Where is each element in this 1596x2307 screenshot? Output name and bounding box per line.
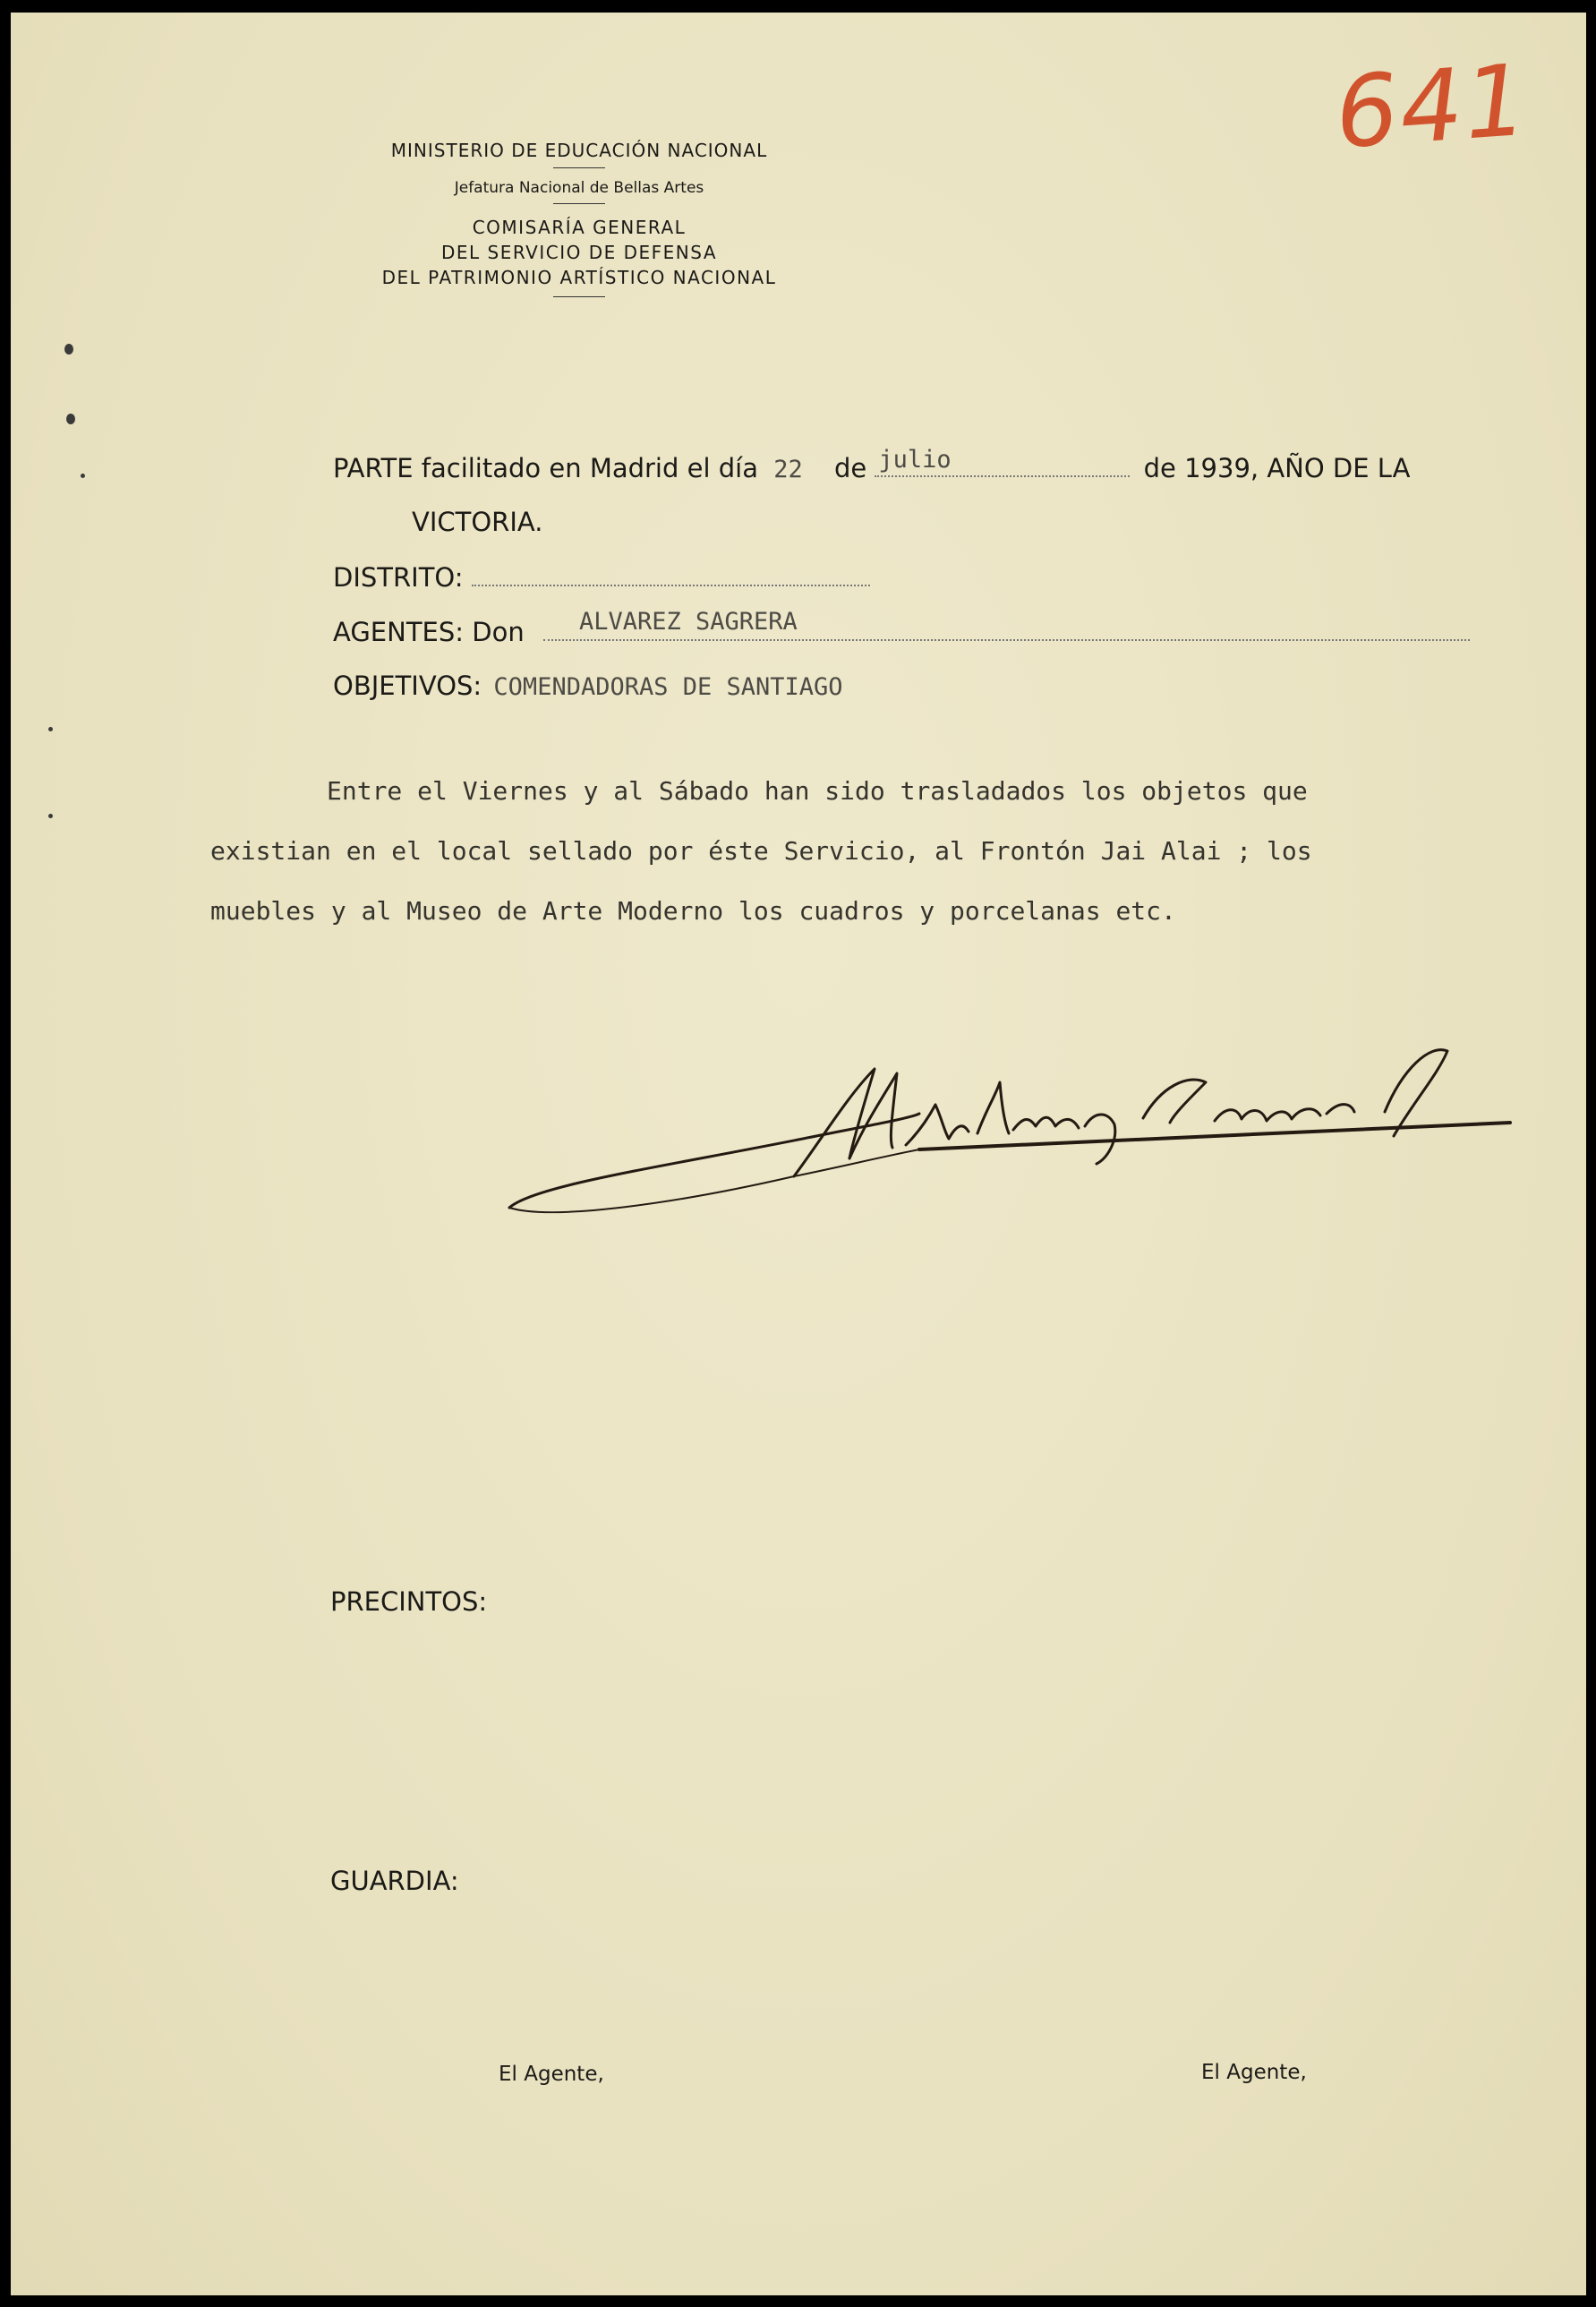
distrito-line bbox=[333, 562, 870, 593]
objetivos-label: OBJETIVOS: bbox=[333, 671, 482, 701]
body-line: existian en el local sellado por éste Servicio, al Frontón Jai Alai ; los bbox=[210, 836, 1312, 866]
parte-prefix: PARTE facilitado en Madrid el día bbox=[333, 453, 758, 483]
letterhead-comisaria-line: DEL SERVICIO DE DEFENSA bbox=[441, 242, 717, 263]
letterhead bbox=[329, 140, 830, 297]
letterhead-comisaria-line: DEL PATRIMONIO ARTÍSTICO NACIONAL bbox=[381, 267, 777, 288]
parte-year-suffix: de 1939, AÑO DE LA bbox=[1143, 453, 1411, 483]
folio-number: 641 bbox=[1331, 42, 1533, 171]
parte-year-suffix-line2: VICTORIA. bbox=[412, 507, 543, 537]
handwritten-signature bbox=[499, 1033, 1537, 1239]
margin-mark bbox=[48, 814, 53, 818]
agentes-line bbox=[333, 608, 1470, 647]
letterhead-jefatura: Jefatura Nacional de Bellas Artes bbox=[454, 179, 704, 197]
margin-mark bbox=[66, 414, 75, 424]
parte-de-label: de bbox=[833, 453, 867, 483]
objetivos-value: COMENDADORAS DE SANTIAGO bbox=[493, 673, 843, 701]
distrito-field bbox=[472, 585, 870, 586]
agentes-field bbox=[543, 608, 1470, 641]
agentes-label: AGENTES: Don bbox=[333, 617, 525, 647]
objetivos-line bbox=[333, 671, 843, 701]
letterhead-divider bbox=[553, 203, 605, 204]
agent-left-label: El Agente, bbox=[499, 2063, 604, 2086]
body-line: muebles y al Museo de Arte Moderno los cuadros y porcelanas etc. bbox=[210, 896, 1176, 926]
margin-mark bbox=[81, 474, 85, 478]
precintos-label: PRECINTOS: bbox=[330, 1586, 488, 1617]
body-line: Entre el Viernes y al Sábado han sido trasladados los objetos que bbox=[327, 776, 1308, 806]
agent-right-label: El Agente, bbox=[1201, 2061, 1307, 2084]
margin-mark bbox=[48, 727, 53, 731]
letterhead-divider bbox=[553, 296, 605, 297]
letterhead-divider bbox=[553, 167, 605, 168]
agentes-value: ALVAREZ SAGRERA bbox=[578, 608, 798, 636]
parte-line bbox=[333, 446, 1411, 483]
guardia-label: GUARDIA: bbox=[330, 1866, 459, 1896]
letterhead-comisaria-line: COMISARÍA GENERAL bbox=[472, 217, 687, 238]
document-page bbox=[11, 13, 1586, 2295]
distrito-label: DISTRITO: bbox=[333, 562, 464, 593]
parte-day: 22 bbox=[773, 456, 803, 483]
parte-month-field bbox=[875, 446, 1130, 477]
letterhead-comisaria bbox=[329, 215, 830, 290]
margin-mark bbox=[64, 344, 73, 355]
parte-month: julio bbox=[878, 446, 952, 474]
letterhead-ministry: MINISTERIO DE EDUCACIÓN NACIONAL bbox=[390, 140, 768, 161]
report-body bbox=[210, 761, 1544, 941]
